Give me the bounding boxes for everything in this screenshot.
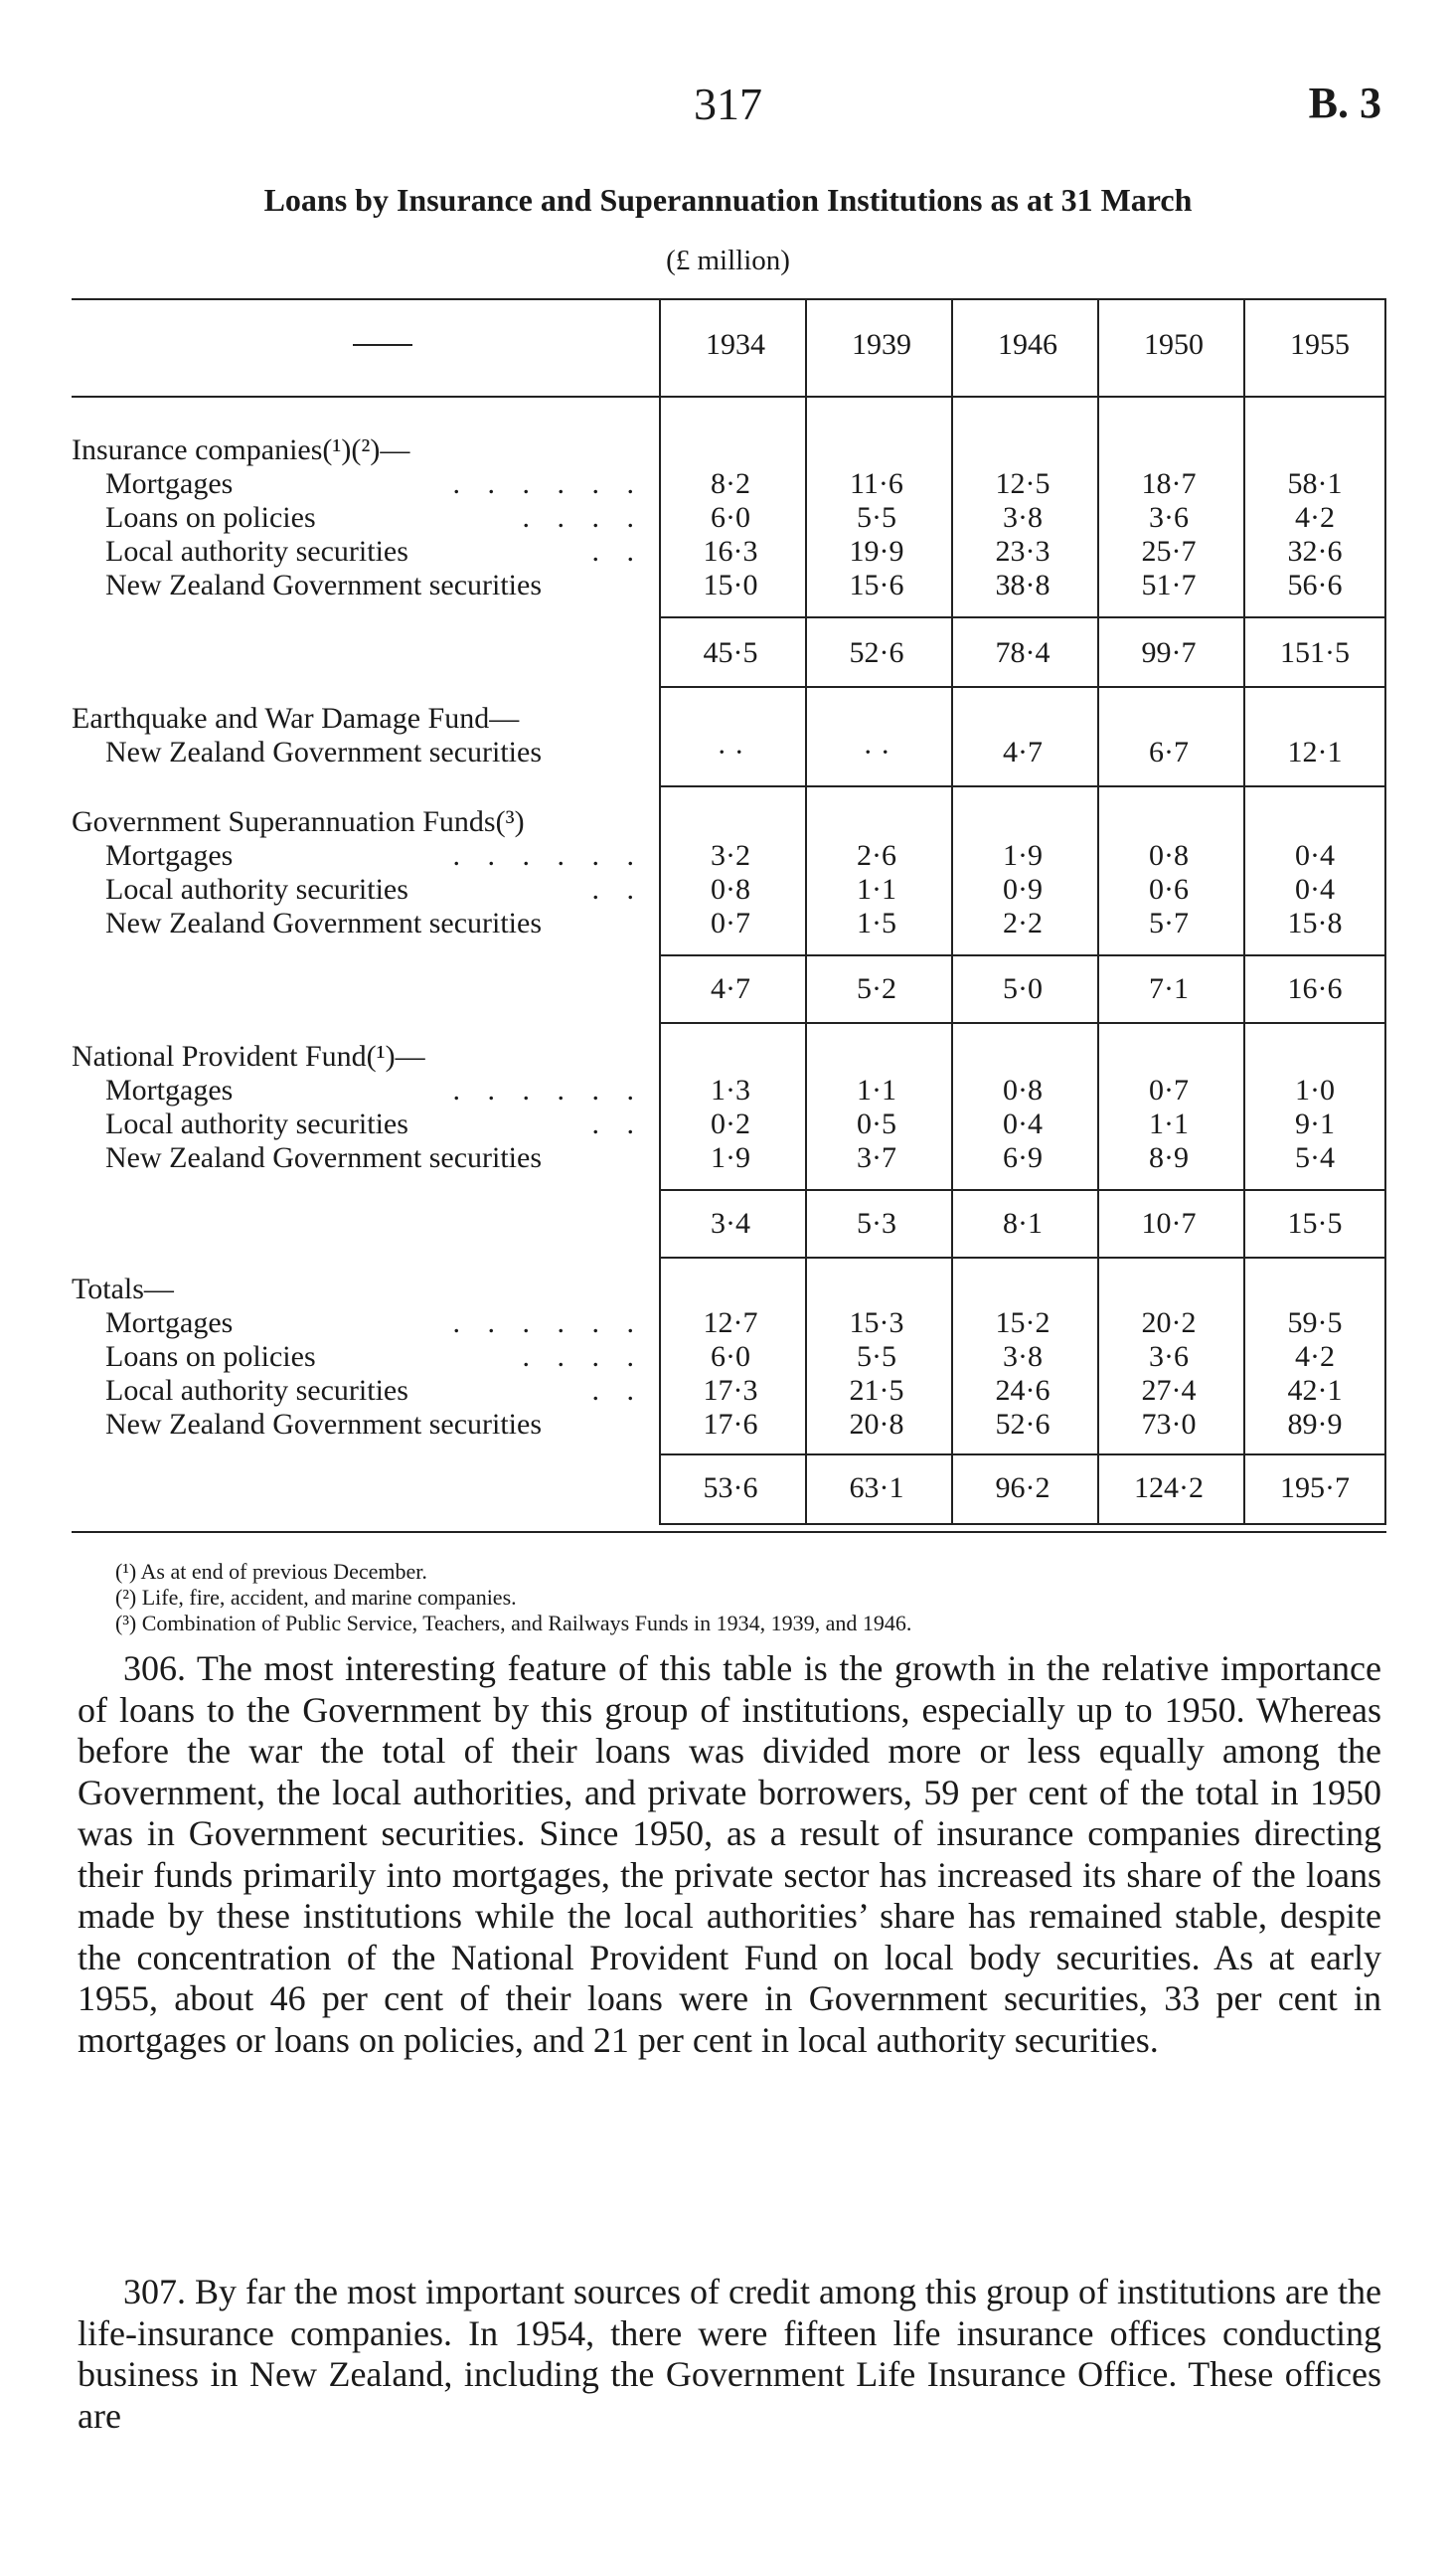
subtotal-cell: 45·5 bbox=[703, 636, 758, 669]
table-cell: 1·3 bbox=[711, 1074, 750, 1107]
table-cell: 1·1 bbox=[857, 873, 896, 906]
table-cell: 5·5 bbox=[857, 501, 896, 534]
row-label: Local authority securities bbox=[105, 535, 408, 568]
dot-leader: . . . . . . bbox=[452, 1306, 644, 1339]
table-bottom-rule bbox=[72, 1531, 1386, 1533]
table-cell: 3·6 bbox=[1149, 1340, 1189, 1373]
table-cell: 15·6 bbox=[849, 569, 904, 601]
subtotal-cell: 10·7 bbox=[1141, 1207, 1197, 1240]
year-header-1939: 1939 bbox=[852, 328, 911, 361]
subtotal-cell: 53·6 bbox=[703, 1471, 758, 1504]
table-cell: 11·6 bbox=[850, 467, 903, 500]
header-bottom-rule bbox=[72, 396, 1386, 398]
table-cell: 21·5 bbox=[849, 1374, 904, 1407]
row-label: New Zealand Government securities bbox=[105, 1408, 542, 1441]
dot-leader: . . bbox=[591, 873, 644, 906]
table-cell: 3·7 bbox=[857, 1141, 896, 1174]
table-cell: 59·5 bbox=[1287, 1306, 1343, 1339]
table-cell: 16·3 bbox=[703, 535, 758, 568]
table-cell: 19·9 bbox=[849, 535, 904, 568]
table-cell: 3·6 bbox=[1149, 501, 1189, 534]
page-number: 317 bbox=[694, 79, 762, 129]
group-heading: Earthquake and War Damage Fund— bbox=[72, 702, 520, 735]
dot-leader: . . bbox=[591, 1108, 644, 1140]
table-cell: 8·2 bbox=[711, 467, 750, 500]
table-cell: 1·1 bbox=[857, 1074, 896, 1107]
table-cell: 42·1 bbox=[1287, 1374, 1343, 1407]
group-heading: National Provident Fund(¹)— bbox=[72, 1040, 425, 1073]
table-cell: 15·8 bbox=[1287, 907, 1343, 939]
subtotal-cell: 5·2 bbox=[857, 972, 896, 1005]
subtotal-cell: 3·4 bbox=[711, 1207, 750, 1240]
subtotal-cell: 78·4 bbox=[995, 636, 1051, 669]
table-cell: 1·0 bbox=[1295, 1074, 1335, 1107]
table-cell: 8·9 bbox=[1149, 1141, 1189, 1174]
section-code: B. 3 bbox=[1308, 79, 1381, 127]
row-label: Mortgages bbox=[105, 1306, 234, 1339]
table-cell: · · bbox=[863, 736, 890, 768]
subtotal-cell: 151·5 bbox=[1280, 636, 1350, 669]
row-label: Mortgages bbox=[105, 1074, 234, 1107]
table-cell: 52·6 bbox=[995, 1408, 1051, 1441]
table-cell: 3·8 bbox=[1003, 1340, 1043, 1373]
subtotal-cell: 63·1 bbox=[849, 1471, 904, 1504]
table-cell: 4·2 bbox=[1295, 501, 1335, 534]
subtotal-cell: 5·3 bbox=[857, 1207, 896, 1240]
paragraph-307: 307. By far the most important sources of credit among this group of institutions are the life-insurance companies. In 1954, there were fifteen life insurance offices conducting business in New Zealand, including the Government Life Insurance Office. These offices are bbox=[78, 2272, 1381, 2436]
table-cell: · · bbox=[717, 736, 744, 768]
table-cell: 0·7 bbox=[711, 907, 750, 939]
column-divider bbox=[1384, 396, 1386, 686]
table-cell: 2·2 bbox=[1003, 907, 1043, 939]
year-header-1955: 1955 bbox=[1290, 328, 1350, 361]
subtotal-cell: 5·0 bbox=[1003, 972, 1043, 1005]
table-title: Loans by Insurance and Superannuation Institutions as at 31 March bbox=[263, 182, 1193, 218]
subtotal-cell: 52·6 bbox=[849, 636, 904, 669]
subtotal-rule bbox=[659, 954, 1386, 956]
footnote-1: (¹) As at end of previous December. bbox=[115, 1559, 427, 1584]
row-label: Local authority securities bbox=[105, 1108, 408, 1140]
subtotal-cell: 99·7 bbox=[1141, 636, 1197, 669]
dot-leader: . . . . . . bbox=[452, 1074, 644, 1107]
table-cell: 15·3 bbox=[849, 1306, 904, 1339]
table-cell: 5·4 bbox=[1295, 1141, 1335, 1174]
footnote-2: (²) Life, fire, accident, and marine companies. bbox=[115, 1585, 517, 1610]
row-label: Loans on policies bbox=[105, 1340, 316, 1373]
dot-leader: . . bbox=[591, 535, 644, 568]
dot-leader: . . . . . . bbox=[452, 839, 644, 872]
table-cell: 3·2 bbox=[711, 839, 750, 872]
table-cell: 0·4 bbox=[1295, 839, 1335, 872]
table-cell: 58·1 bbox=[1287, 467, 1343, 500]
table-cell: 24·6 bbox=[995, 1374, 1051, 1407]
table-cell: 2·6 bbox=[857, 839, 896, 872]
row-label: New Zealand Government securities bbox=[105, 736, 542, 768]
table-cell: 32·6 bbox=[1287, 535, 1343, 568]
subtotal-cell: 7·1 bbox=[1149, 972, 1189, 1005]
group-heading: Insurance companies(¹)(²)— bbox=[72, 433, 410, 466]
dot-leader: . . . . . . bbox=[452, 467, 644, 500]
table-top-rule bbox=[72, 298, 1386, 300]
table-cell: 1·9 bbox=[711, 1141, 750, 1174]
table-cell: 4·7 bbox=[1003, 736, 1043, 768]
subtotal-cell: 96·2 bbox=[995, 1471, 1051, 1504]
row-label: New Zealand Government securities bbox=[105, 907, 542, 939]
table-cell: 12·7 bbox=[703, 1306, 758, 1339]
table-cell: 6·7 bbox=[1149, 736, 1189, 768]
table-cell: 27·4 bbox=[1141, 1374, 1197, 1407]
table-cell: 15·0 bbox=[703, 569, 758, 601]
row-label: Loans on policies bbox=[105, 501, 316, 534]
group-heading: Totals— bbox=[72, 1273, 174, 1305]
table-cell: 0·8 bbox=[1149, 839, 1189, 872]
subtotal-cell: 8·1 bbox=[1003, 1207, 1043, 1240]
subtotal-rule bbox=[659, 616, 1386, 618]
dot-leader: . . bbox=[591, 1374, 644, 1407]
table-cell: 9·1 bbox=[1295, 1108, 1335, 1140]
table-cell: 0·5 bbox=[857, 1108, 896, 1140]
column-divider bbox=[1384, 1257, 1386, 1523]
table-cell: 1·5 bbox=[857, 907, 896, 939]
year-header-1950: 1950 bbox=[1144, 328, 1204, 361]
row-label: New Zealand Government securities bbox=[105, 569, 542, 601]
table-cell: 23·3 bbox=[995, 535, 1051, 568]
dot-leader: . . . . bbox=[522, 1340, 644, 1373]
table-cell: 20·2 bbox=[1141, 1306, 1197, 1339]
block-rule bbox=[659, 1257, 1386, 1259]
group-heading: Government Superannuation Funds(³) bbox=[72, 805, 525, 838]
column-divider bbox=[1384, 686, 1386, 785]
table-cell: 1·1 bbox=[1149, 1108, 1189, 1140]
subtotal-cell: 124·2 bbox=[1134, 1471, 1204, 1504]
subtotal-rule bbox=[659, 1189, 1386, 1191]
year-header-1934: 1934 bbox=[706, 328, 765, 361]
subtotal-cell: 16·6 bbox=[1287, 972, 1343, 1005]
table-cell: 56·6 bbox=[1287, 569, 1343, 601]
subtotal-cell: 195·7 bbox=[1280, 1471, 1350, 1504]
footnote-3: (³) Combination of Public Service, Teachers, and Railways Funds in 1934, 1939, and 1946. bbox=[115, 1611, 912, 1635]
paragraph-306: 306. The most interesting feature of this table is the growth in the relative importance of loans to the Government by this group of institutions, especially up to 1950. Whereas before the war the total of their loans was divided more or less equally among the Government, the local authorities, and private borrowers, 59 per cent of the total in 1950 was in Government securities. Since 1950, as a result of insurance companies directing their funds primarily into mortgages, the private sector has increased its share of the loans made by these institutions while the local authorities’ share has remained stable, despite the concentration of the National Provident Fund on local body securities. As at early 1955, about 46 per cent of their loans were in Government securities, 33 per cent in mortgages or loans on policies, and 21 per cent in local authority securities. bbox=[78, 1648, 1381, 2060]
stub-header bbox=[353, 344, 412, 346]
column-divider bbox=[1384, 785, 1386, 1022]
table-unit: (£ million) bbox=[666, 245, 790, 276]
table-cell: 3·8 bbox=[1003, 501, 1043, 534]
table-cell: 0·9 bbox=[1003, 873, 1043, 906]
table-cell: 1·9 bbox=[1003, 839, 1043, 872]
table-cell: 73·0 bbox=[1141, 1408, 1197, 1441]
table-cell: 0·4 bbox=[1003, 1108, 1043, 1140]
table-cell: 89·9 bbox=[1287, 1408, 1343, 1441]
table-cell: 38·8 bbox=[995, 569, 1051, 601]
table-cell: 51·7 bbox=[1141, 569, 1197, 601]
table-cell: 15·2 bbox=[995, 1306, 1051, 1339]
dot-leader: . . . . bbox=[522, 501, 644, 534]
year-header-1946: 1946 bbox=[998, 328, 1057, 361]
block-rule bbox=[659, 1523, 1386, 1525]
table-cell: 0·4 bbox=[1295, 873, 1335, 906]
table-cell: 4·2 bbox=[1295, 1340, 1335, 1373]
table-cell: 12·1 bbox=[1287, 736, 1343, 768]
row-label: New Zealand Government securities bbox=[105, 1141, 542, 1174]
table-cell: 0·7 bbox=[1149, 1074, 1189, 1107]
table-cell: 5·7 bbox=[1149, 907, 1189, 939]
block-rule bbox=[659, 1022, 1386, 1024]
table-cell: 17·3 bbox=[703, 1374, 758, 1407]
table-cell: 6·0 bbox=[711, 1340, 750, 1373]
table-cell: 0·8 bbox=[711, 873, 750, 906]
table-cell: 0·2 bbox=[711, 1108, 750, 1140]
table-cell: 18·7 bbox=[1141, 467, 1197, 500]
table-cell: 0·8 bbox=[1003, 1074, 1043, 1107]
block-rule bbox=[659, 686, 1386, 688]
table-cell: 20·8 bbox=[849, 1408, 904, 1441]
block-rule bbox=[659, 785, 1386, 787]
table-cell: 5·5 bbox=[857, 1340, 896, 1373]
row-label: Local authority securities bbox=[105, 1374, 408, 1407]
table-cell: 17·6 bbox=[703, 1408, 758, 1441]
row-label: Local authority securities bbox=[105, 873, 408, 906]
subtotal-cell: 15·5 bbox=[1287, 1207, 1343, 1240]
table-cell: 0·6 bbox=[1149, 873, 1189, 906]
table-cell: 12·5 bbox=[995, 467, 1051, 500]
subtotal-rule bbox=[659, 1453, 1386, 1455]
subtotal-cell: 4·7 bbox=[711, 972, 750, 1005]
column-divider bbox=[1384, 1022, 1386, 1257]
table-cell: 6·9 bbox=[1003, 1141, 1043, 1174]
row-label: Mortgages bbox=[105, 839, 234, 872]
row-label: Mortgages bbox=[105, 467, 234, 500]
table-cell: 25·7 bbox=[1141, 535, 1197, 568]
table-cell: 6·0 bbox=[711, 501, 750, 534]
